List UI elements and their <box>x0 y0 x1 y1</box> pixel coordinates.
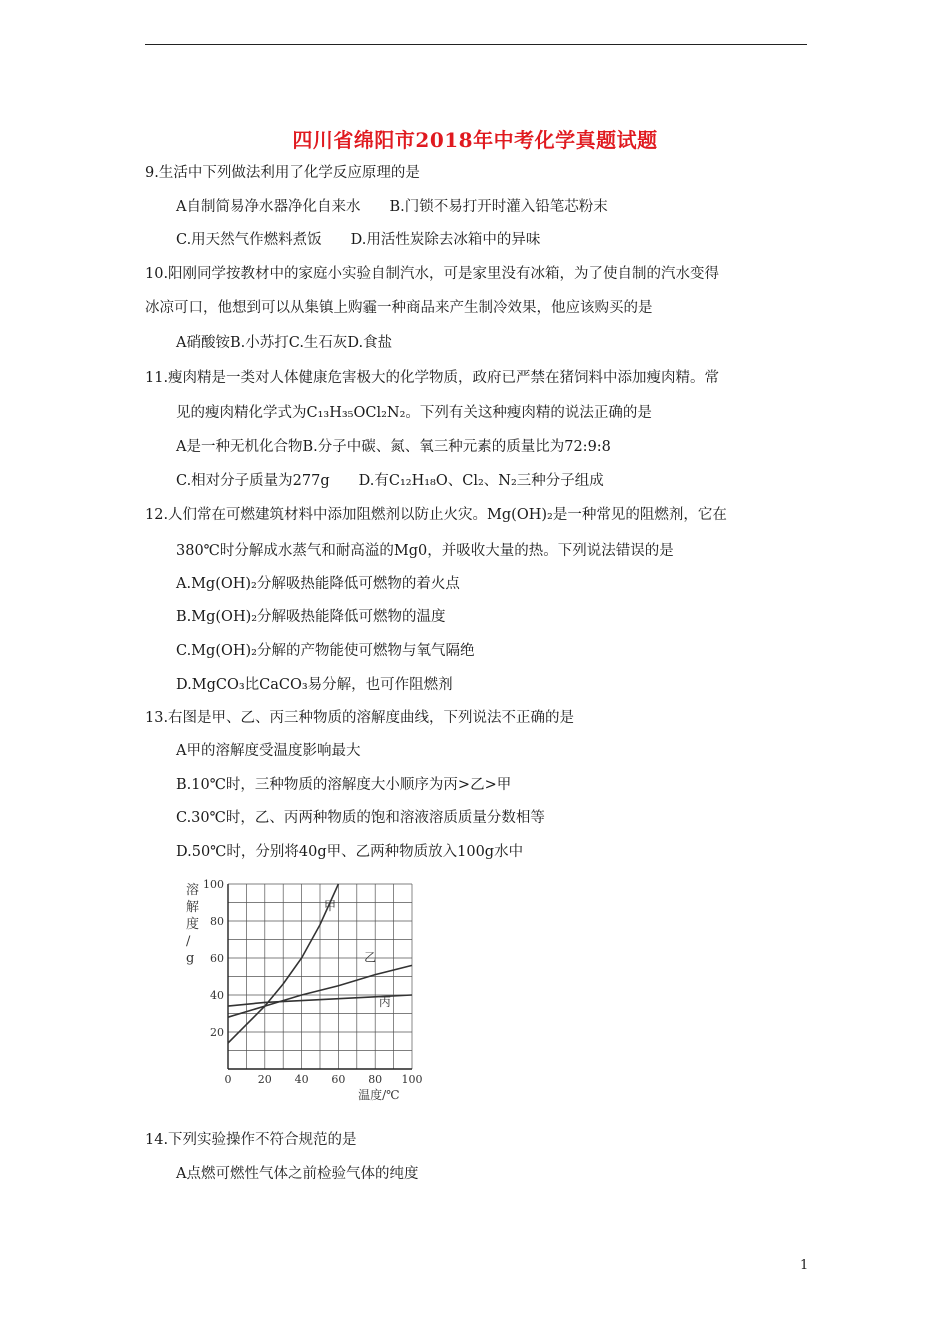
question-12-option-a: A.Mg(OH)₂分解吸热能降低可燃物的着火点 <box>176 576 460 592</box>
question-12-stem-continued: 380℃时分解成水蒸气和耐高溢的Mg0，并吸收大量的热。下列说法错误的是 <box>176 543 674 559</box>
question-14-option-a: A点燃可燃性气体之前检验气体的纯度 <box>176 1166 419 1182</box>
question-13-stem: 13.右图是甲、乙、丙三种物质的溶解度曲线，下列说法不正确的是 <box>145 710 575 726</box>
question-13-option-b: B.10℃时，三种物质的溶解度大小顺序为丙>乙>甲 <box>176 777 512 793</box>
x-tick-label: 80 <box>368 1073 383 1086</box>
series-label: 乙 <box>364 950 377 965</box>
question-11-option-row: A是一种无机化合物B.分子中碳、氮、氧三种元素的质量比为72:9:8 <box>176 439 611 455</box>
x-tick-label: 60 <box>331 1073 346 1086</box>
y-tick-label: 20 <box>210 1026 224 1039</box>
question-12-option-b: B.Mg(OH)₂分解吸热能降低可燃物的温度 <box>176 609 446 625</box>
question-9-option-row: C.用天然气作燃料煮饭 D.用活性炭除去冰箱中的异味 <box>176 232 541 248</box>
question-12-option-c: C.Mg(OH)₂分解的产物能使可燃物与氧气隔绝 <box>176 643 475 659</box>
question-12-option-d: D.MgCO₃比CaCO₃易分解，也可作阻燃剂 <box>176 677 453 693</box>
y-tick-label: 80 <box>210 915 224 928</box>
question-11-option-row: C.相对分子质量为277g D.有C₁₂H₁₈O、Cl₂、N₂三种分子组成 <box>176 473 604 489</box>
question-12-stem: 12.人们常在可燃建筑材料中添加阻燃剂以防止火灾。Mg(OH)₂是一种常见的阻燃剂，它在 <box>145 507 727 523</box>
x-tick-label: 100 <box>401 1073 423 1086</box>
question-11-stem: 11.瘦肉精是一类对人体健康危害极大的化学物质，政府已严禁在猪饲料中添加瘦肉精。常 <box>145 370 720 386</box>
question-9-option-row: A自制简易净水器净化自来水 B.门锁不易打开时灌入铅笔芯粉末 <box>176 199 608 215</box>
y-tick-label: 40 <box>210 989 224 1002</box>
header-rule <box>145 44 807 45</box>
chart-grid <box>228 884 412 1069</box>
y-axis-label: 溶解度/ g <box>186 883 200 966</box>
question-10-stem: 10.阳刚同学按教材中的家庭小实验自制汽水，可是家里没有冰箱，为了使自制的汽水变得 <box>145 266 720 282</box>
x-axis-label: 温度/℃ <box>358 1088 400 1102</box>
x-tick-label: 20 <box>257 1073 272 1086</box>
chart-tick-labels <box>203 878 423 1086</box>
page-number: 1 <box>800 1258 809 1273</box>
question-13-option-d: D.50℃时，分别将40g甲、乙两种物质放入100g水中 <box>176 844 524 860</box>
y-tick-label: 60 <box>210 952 224 965</box>
question-14-stem: 14.下列实验操作不符合规范的是 <box>145 1132 357 1148</box>
question-13-option-a: A甲的溶解度受温度影响最大 <box>176 743 361 759</box>
question-10-option-row: A硝酸铵B.小苏打C.生石灰D.食盐 <box>176 335 393 351</box>
question-13-option-c: C.30℃时，乙、丙两种物质的饱和溶液溶质质量分数相等 <box>176 810 545 826</box>
x-tick-label: 40 <box>294 1073 309 1086</box>
question-10-stem-continued: 冰凉可口，他想到可以从集镇上购霾一种商品来产生制冷效果，他应该购买的是 <box>145 300 653 316</box>
series-label: 甲 <box>324 898 337 913</box>
question-11-stem-continued: 见的瘦肉精化学式为C₁₃H₃₅OCl₂N₂。下列有关这种瘦肉精的说法正确的是 <box>176 405 652 421</box>
x-tick-label: 0 <box>224 1073 232 1086</box>
question-9-stem: 9.生活中下列做法利用了化学反应原理的是 <box>145 165 420 181</box>
solubility-curve-chart <box>180 874 430 1104</box>
y-tick-label: 100 <box>203 878 224 891</box>
page-title: 四川省绵阳市2018年中考化学真题试题 <box>292 128 658 152</box>
series-label: 丙 <box>378 995 391 1010</box>
